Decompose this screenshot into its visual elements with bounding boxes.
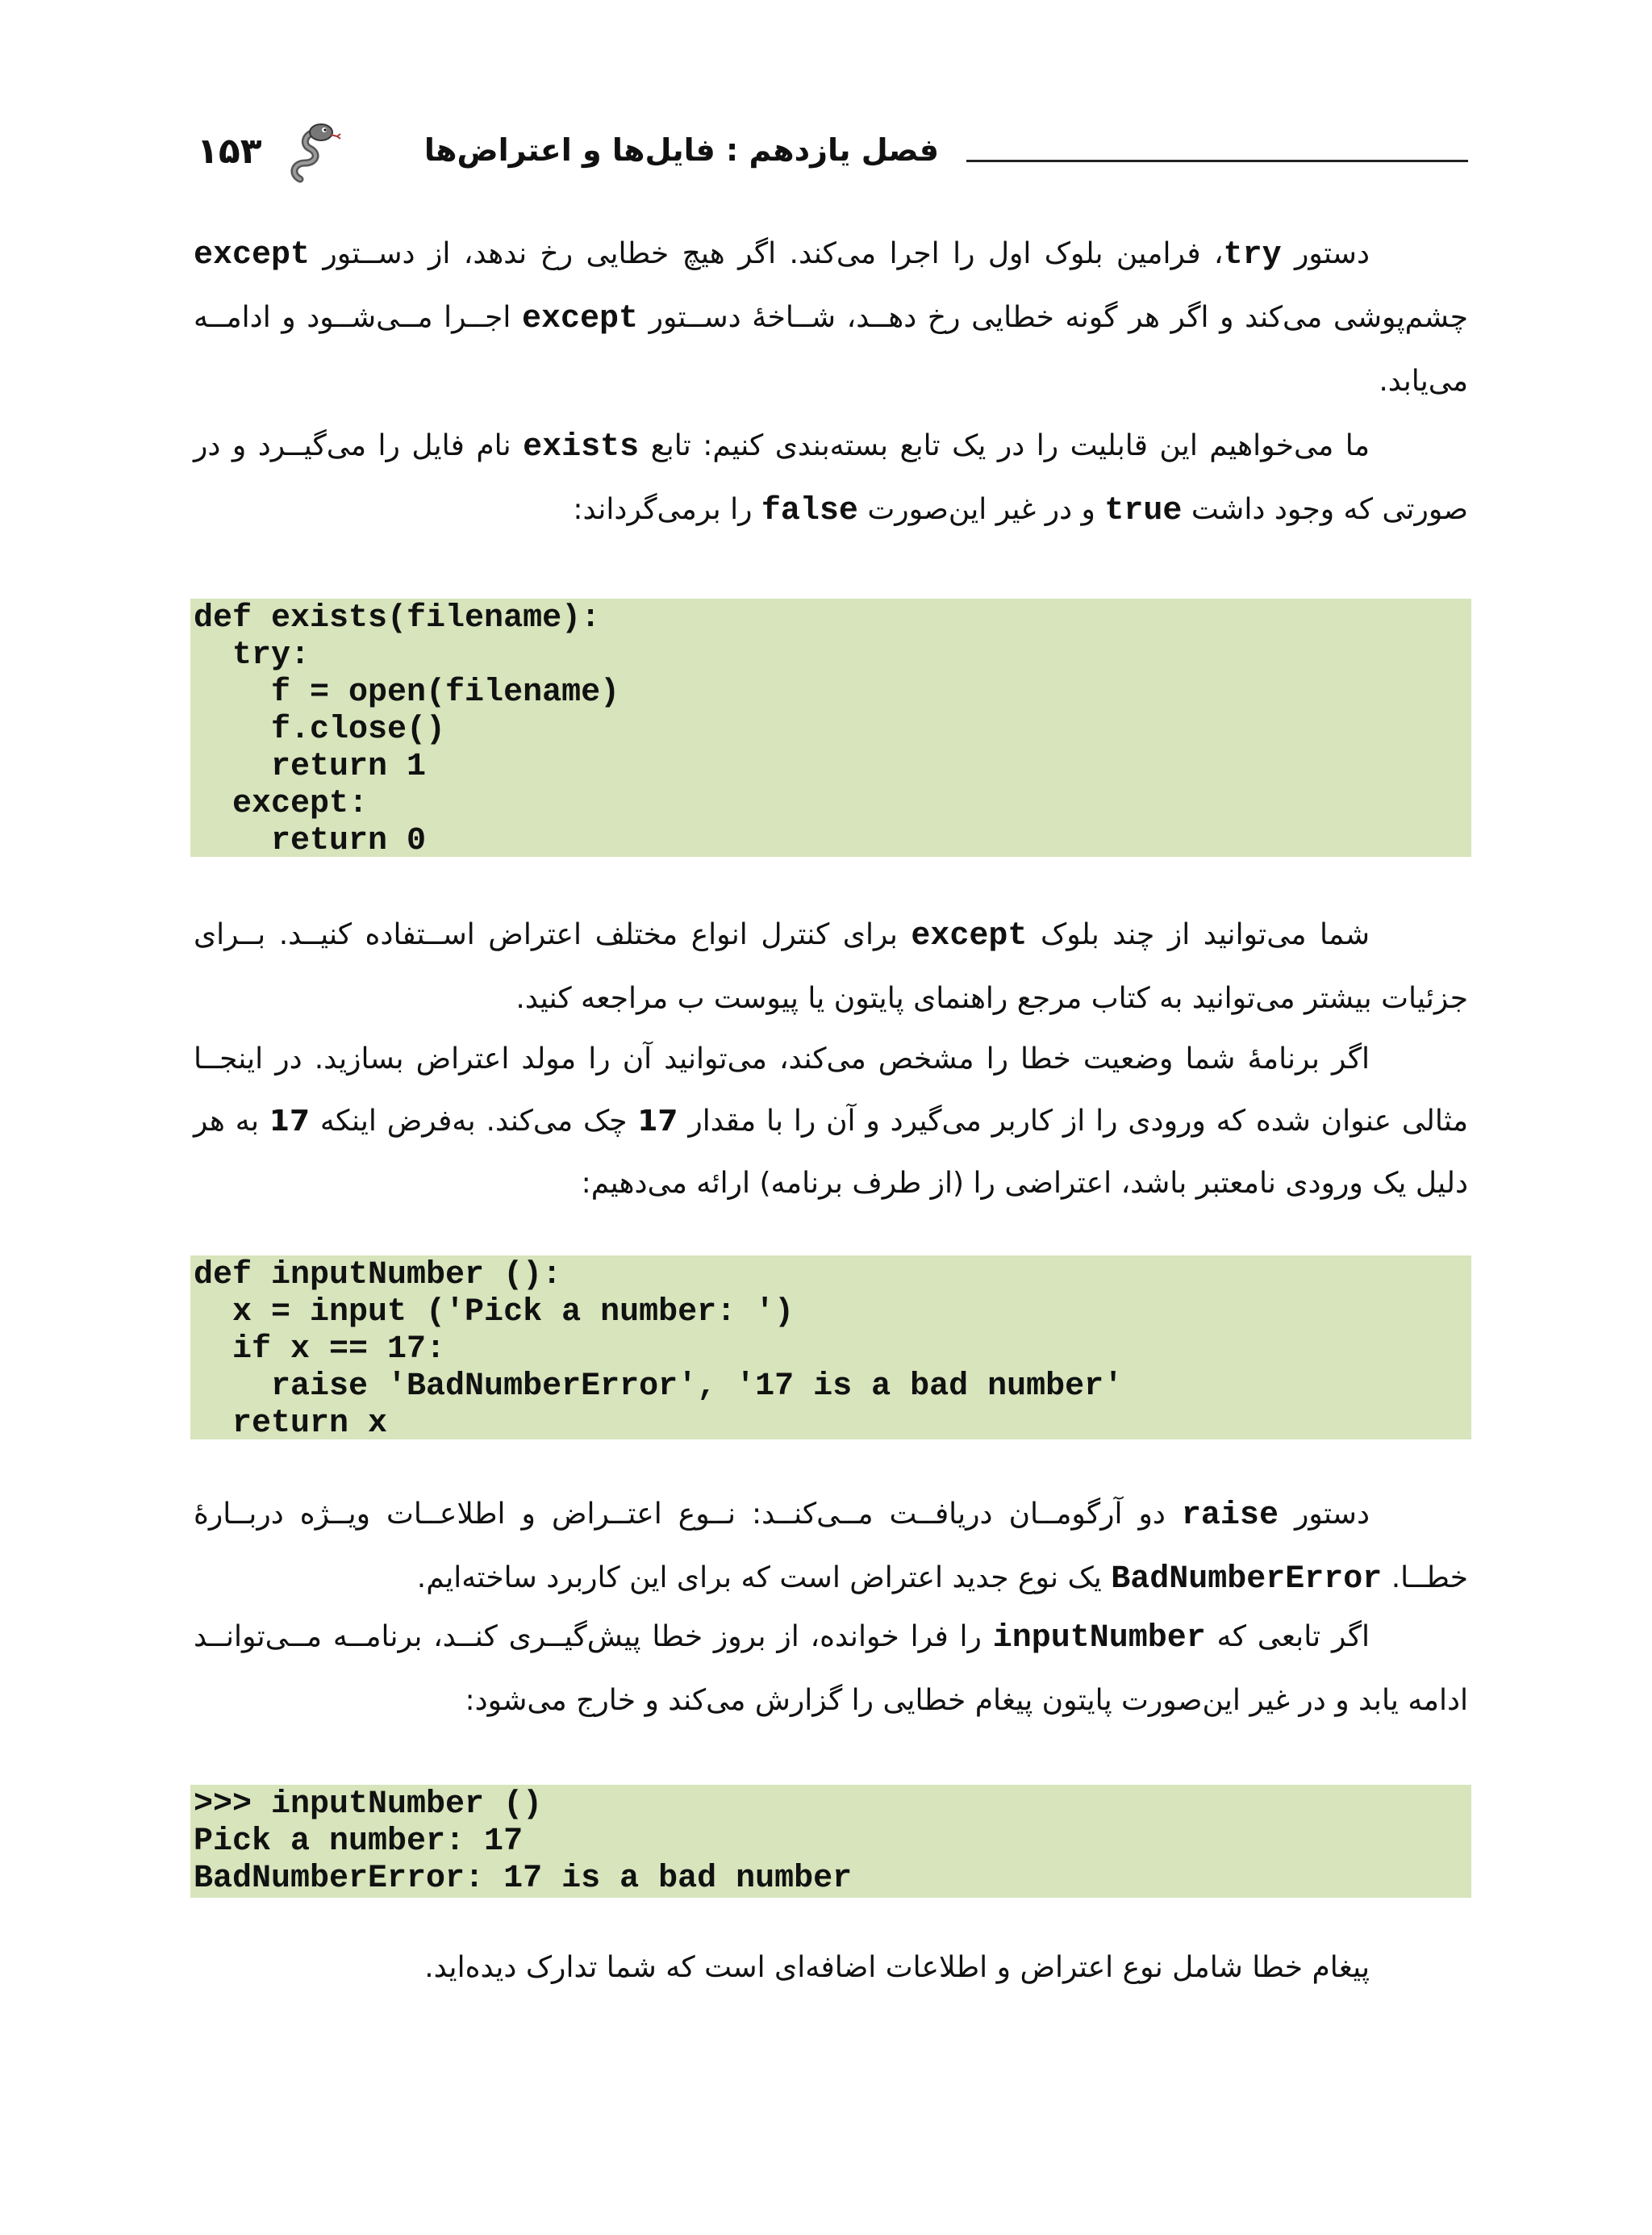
keyword: except: [911, 918, 1028, 955]
paragraph-raise-args: دستور raise دو آرگومــان دریافــت مــی‌کنــد: نــوع اعتــراض و اطلاعــات ویــژه دربــارهٔ خطــا. BadNumberError یک نوع جدید اعتراض است که برای این کاربرد ساخته‌ایم.: [194, 1498, 1468, 1598]
code-text: >>> inputNumber () Pick a number: 17 BadNumberError: 17 is a bad number: [194, 1786, 853, 1897]
paragraph-error-message: پیغام خطا شامل نوع اعتراض و اطلاعات اضافه‌ای است که شما تدارک دیده‌اید.: [424, 1951, 1370, 1984]
number: 17: [637, 1105, 678, 1138]
paragraph-error-handling: اگر تابعی که inputNumber را فرا خوانده، از بروز خطا پیش‌گیــری کنــد، برنامــه مــی‌توانــد ادامه یابد و در غیر این‌صورت پایتون پیغام خطایی را گزارش می‌کند و خارج می‌شود:: [194, 1620, 1468, 1717]
keyword: exists: [523, 429, 640, 466]
number: 17: [269, 1105, 310, 1138]
keyword: false: [761, 493, 858, 529]
code-block-exists: [190, 599, 1471, 857]
paragraph-try-except: دستور try، فرامین بلوک اول را اجرا می‌کند. اگر هیچ خطایی رخ ندهد، از دســتور except چشم‌پوشی می‌کند و اگر هر گونه خطایی رخ دهــد، شــاخهٔ دســتور except اجــرا مــی‌شــود و ادامــه می‌یابد.: [194, 237, 1469, 398]
header-rule: [966, 160, 1468, 162]
page-number: ۱۵۳: [197, 131, 262, 172]
code-text: def exists(filename): try: f = open(filename) f.close() return 1 except: return 0: [194, 600, 620, 859]
chapter-title: فصل یازدهم : فایل‌ها و اعتراض‌ها: [423, 132, 939, 168]
paragraph-multiple-except: شما می‌توانید از چند بلوک except برای کنترل انواع مختلف اعتراض اســتفاده کنیــد. بــرای جزئیات بیشتر می‌توانید به کتاب مرجع راهنمای پایتون یا پیوست ب مراجعه کنید.: [194, 918, 1468, 1015]
keyword: except: [521, 301, 638, 337]
keyword: raise: [1181, 1498, 1279, 1534]
keyword: inputNumber: [992, 1620, 1206, 1656]
paragraph-exists: ما می‌خواهیم این قابلیت را در یک تابع بسته‌بندی کنیم: تابع exists نام فایل را می‌گیــرد و در صورتی که وجود داشت true و در غیر این‌صورت false را برمی‌گرداند:: [194, 429, 1468, 529]
paragraph-raise-example: اگر برنامهٔ شما وضعیت خطا را مشخص می‌کند، می‌توانید آن را مولد اعتراض بسازید. در اینجــا مثالی عنوان شده که ورودی را از کاربر می‌گیرد و آن را با مقدار 17 چک می‌کند. به‌فرض اینکه 17 به هر دلیل یک ورودی نامعتبر باشد، اعتراضی را (از طرف برنامه) ارائه می‌دهیم:: [194, 1042, 1468, 1200]
page-header: [194, 121, 1468, 186]
snake-mascot-icon: [284, 121, 348, 186]
code-block-input-number: [190, 1255, 1471, 1442]
code-block-session: [190, 1785, 1471, 1898]
keyword: try: [1223, 237, 1282, 274]
keyword: except: [194, 237, 311, 274]
keyword: true: [1104, 493, 1183, 529]
code-text: def inputNumber (): x = input ('Pick a number: ') if x == 17: raise 'BadNumberError', '17 is a bad number' return x: [194, 1257, 1124, 1442]
keyword: BadNumberError: [1111, 1561, 1383, 1598]
